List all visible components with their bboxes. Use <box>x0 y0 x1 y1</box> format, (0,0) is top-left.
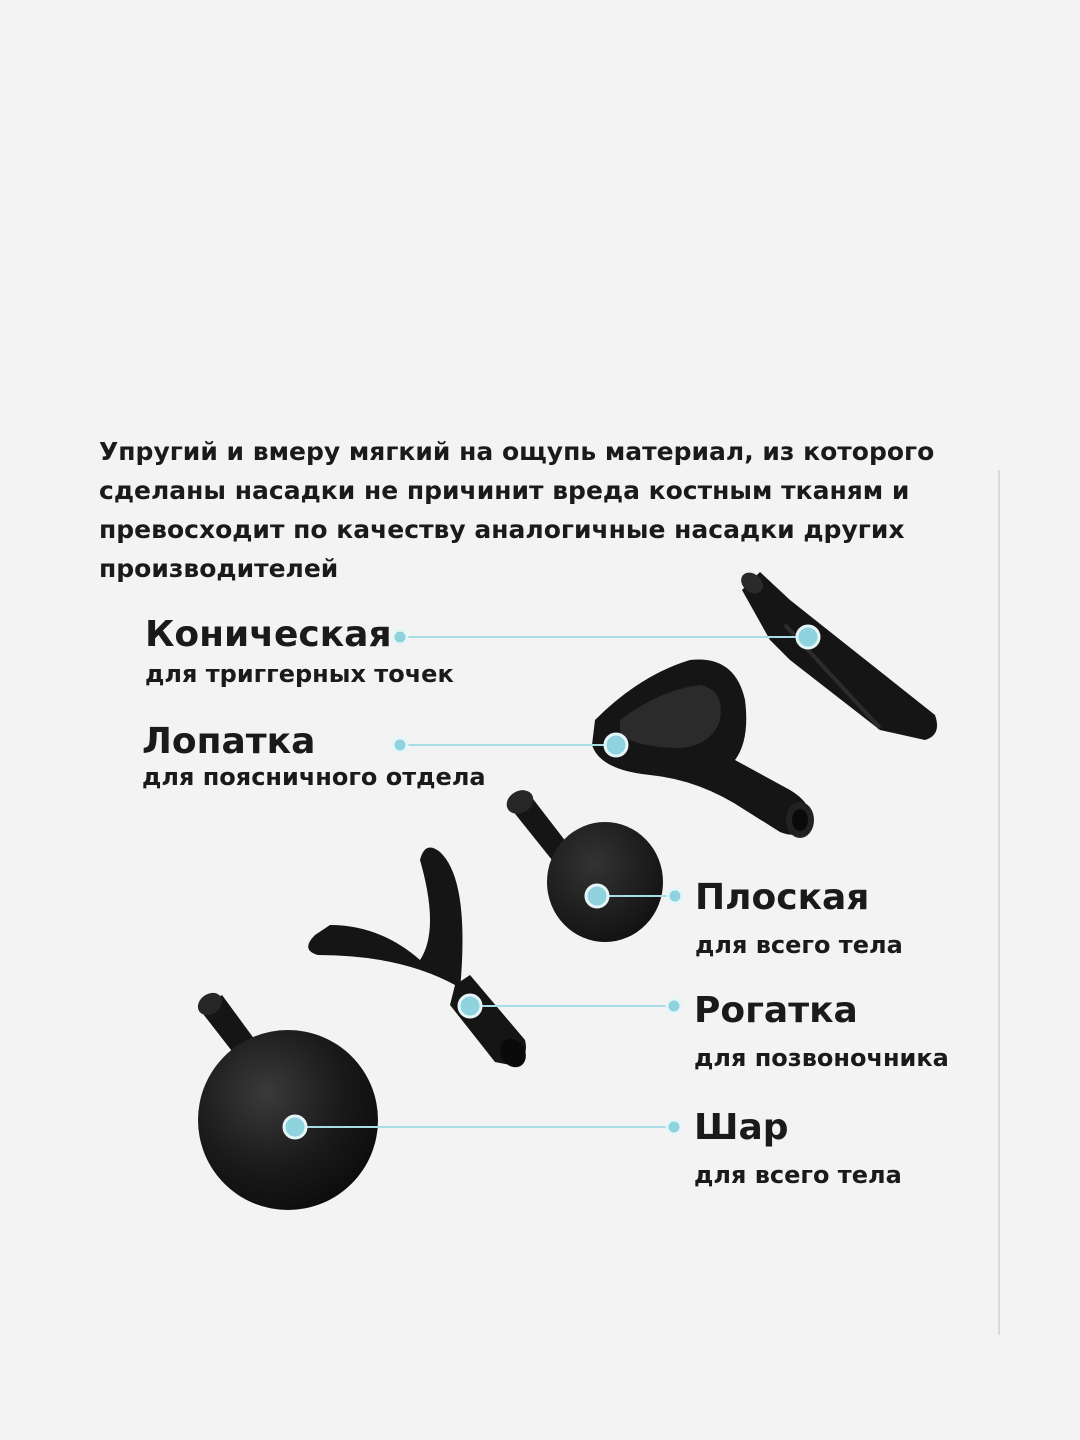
label-flat <box>695 878 903 960</box>
label-conical <box>145 615 454 689</box>
attachment-purpose: для всего тела <box>694 1161 902 1189</box>
attachment-name: Рогатка <box>694 990 858 1031</box>
label-ball <box>694 1108 902 1190</box>
attachment-purpose: для поясничного отдела <box>142 763 486 791</box>
attachment-purpose: для позвоночника <box>694 1044 949 1072</box>
fork-attachment-image <box>308 848 531 1072</box>
flat-attachment-image <box>502 785 663 942</box>
attachment-name: Шар <box>694 1107 789 1148</box>
label-paddle <box>142 722 486 792</box>
attachment-name: Плоская <box>695 877 870 918</box>
attachment-purpose: для триггерных точек <box>145 660 454 688</box>
ball-attachment-image <box>194 988 378 1210</box>
attachment-purpose: для всего тела <box>695 931 903 959</box>
attachment-name: Коническая <box>145 614 392 655</box>
intro-paragraph: Упругий и вмеру мягкий на ощупь материал, из которого сделаны насадки не причинит вреда костным тканям и превосходит по качеству аналогичные насадки других производителей <box>99 437 935 583</box>
attachment-name: Лопатка <box>142 721 316 762</box>
label-fork <box>694 991 949 1073</box>
conical-attachment-image <box>737 568 937 740</box>
